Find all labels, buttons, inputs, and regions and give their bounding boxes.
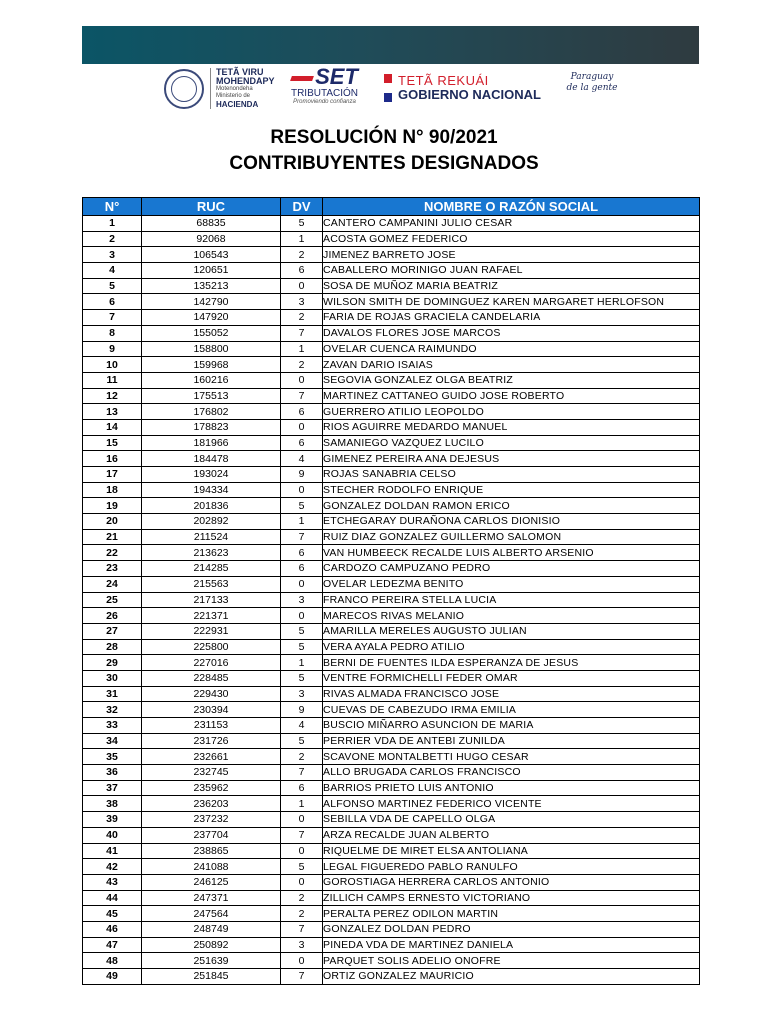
ruc-cell: 176802 [142, 404, 281, 420]
row-number: 21 [83, 529, 142, 545]
mh-line2: MOHENDAPY [216, 76, 275, 86]
row-number: 44 [83, 890, 142, 906]
row-number: 45 [83, 906, 142, 922]
table-row [83, 969, 700, 985]
dv-cell: 7 [281, 765, 323, 781]
row-number: 42 [83, 859, 142, 875]
row-number: 37 [83, 780, 142, 796]
nombre-cell: PERALTA PEREZ ODILON MARTIN [323, 906, 700, 922]
nombre-cell: RUIZ DIAZ GONZALEZ GUILLERMO SALOMON [323, 529, 700, 545]
nombre-cell: PARQUET SOLIS ADELIO ONOFRE [323, 953, 700, 969]
dv-cell: 1 [281, 655, 323, 671]
column-header-nombre: NOMBRE O RAZÓN SOCIAL [323, 198, 700, 216]
dv-cell: 5 [281, 670, 323, 686]
nombre-cell: JIMENEZ BARRETO JOSE [323, 247, 700, 263]
column-header-dv: DV [281, 198, 323, 216]
nombre-cell: VENTRE FORMICHELLI FEDER OMAR [323, 670, 700, 686]
nombre-cell: LEGAL FIGUEREDO PABLO RANULFO [323, 859, 700, 875]
row-number: 48 [83, 953, 142, 969]
row-number: 3 [83, 247, 142, 263]
dv-cell: 5 [281, 733, 323, 749]
nombre-cell: ARZA RECALDE JUAN ALBERTO [323, 827, 700, 843]
nombre-cell: VAN HUMBEECK RECALDE LUIS ALBERTO ARSENIO [323, 545, 700, 561]
row-number: 34 [83, 733, 142, 749]
ruc-cell: 68835 [142, 216, 281, 232]
nombre-cell: ACOSTA GOMEZ FEDERICO [323, 231, 700, 247]
set-swoosh-icon [290, 76, 314, 81]
table-row [83, 372, 700, 388]
dv-cell: 2 [281, 749, 323, 765]
table-row [83, 765, 700, 781]
set-subtitle: TRIBUTACIÓN [290, 88, 359, 99]
set-tributacion-logo [282, 66, 367, 106]
dv-cell: 6 [281, 545, 323, 561]
set-mark-text: SET [315, 64, 358, 89]
dv-cell: 2 [281, 310, 323, 326]
ruc-cell: 228485 [142, 670, 281, 686]
mh-line3: Motenondeha [216, 86, 253, 92]
ruc-cell: 201836 [142, 498, 281, 514]
row-number: 20 [83, 514, 142, 530]
gobierno-line1: TETÃ REKUÁI [398, 73, 489, 88]
dv-cell: 5 [281, 623, 323, 639]
table-row [83, 796, 700, 812]
table-row [83, 325, 700, 341]
nombre-cell: FRANCO PEREIRA STELLA LUCIA [323, 592, 700, 608]
nombre-cell: GONZALEZ DOLDAN PEDRO [323, 921, 700, 937]
table-row [83, 953, 700, 969]
table-row [83, 263, 700, 279]
row-number: 39 [83, 812, 142, 828]
ministerio-hacienda-logo [164, 68, 275, 109]
row-number: 15 [83, 435, 142, 451]
dv-cell: 6 [281, 263, 323, 279]
gobierno-line2: GOBIERNO NACIONAL [398, 87, 541, 102]
row-number: 11 [83, 372, 142, 388]
nombre-cell: CARDOZO CAMPUZANO PEDRO [323, 561, 700, 577]
table-row [83, 921, 700, 937]
nombre-cell: SEBILLA VDA DE CAPELLO OLGA [323, 812, 700, 828]
ruc-cell: 181966 [142, 435, 281, 451]
dv-cell: 5 [281, 498, 323, 514]
table-row [83, 467, 700, 483]
dv-cell: 7 [281, 921, 323, 937]
table-row [83, 357, 700, 373]
ruc-cell: 241088 [142, 859, 281, 875]
nombre-cell: ZILLICH CAMPS ERNESTO VICTORIANO [323, 890, 700, 906]
row-number: 19 [83, 498, 142, 514]
table-row [83, 561, 700, 577]
nombre-cell: SOSA DE MUÑOZ MARIA BEATRIZ [323, 278, 700, 294]
table-row [83, 247, 700, 263]
ruc-cell: 246125 [142, 874, 281, 890]
nombre-cell: CUEVAS DE CABEZUDO IRMA EMILIA [323, 702, 700, 718]
table-row [83, 310, 700, 326]
table-row [83, 733, 700, 749]
dv-cell: 1 [281, 341, 323, 357]
row-number: 27 [83, 623, 142, 639]
nombre-cell: BERNI DE FUENTES ILDA ESPERANZA DE JESUS [323, 655, 700, 671]
nombre-cell: RIQUELME DE MIRET ELSA ANTOLIANA [323, 843, 700, 859]
row-number: 16 [83, 451, 142, 467]
row-number: 40 [83, 827, 142, 843]
table-row [83, 498, 700, 514]
row-number: 23 [83, 561, 142, 577]
table-row [83, 576, 700, 592]
row-number: 2 [83, 231, 142, 247]
table-row [83, 843, 700, 859]
nombre-cell: CANTERO CAMPANINI JULIO CESAR [323, 216, 700, 232]
nombre-cell: RIVAS ALMADA FRANCISCO JOSE [323, 686, 700, 702]
dv-cell: 9 [281, 467, 323, 483]
dv-cell: 4 [281, 718, 323, 734]
row-number: 14 [83, 419, 142, 435]
table-row [83, 545, 700, 561]
ruc-cell: 215563 [142, 576, 281, 592]
nombre-cell: ZAVAN DARIO ISAIAS [323, 357, 700, 373]
row-number: 18 [83, 482, 142, 498]
ruc-cell: 147920 [142, 310, 281, 326]
ruc-cell: 92068 [142, 231, 281, 247]
row-number: 31 [83, 686, 142, 702]
nombre-cell: WILSON SMITH DE DOMINGUEZ KAREN MARGARET HERLOFSON [323, 294, 700, 310]
dv-cell: 0 [281, 372, 323, 388]
row-number: 49 [83, 969, 142, 985]
nombre-cell: BUSCIO MIÑARRO ASUNCION DE MARIA [323, 718, 700, 734]
dv-cell: 3 [281, 937, 323, 953]
table-row [83, 702, 700, 718]
ruc-cell: 194334 [142, 482, 281, 498]
ruc-cell: 106543 [142, 247, 281, 263]
dv-cell: 1 [281, 231, 323, 247]
nombre-cell: MARECOS RIVAS MELANIO [323, 608, 700, 624]
resolution-title: RESOLUCIÓN N° 90/2021 [270, 127, 498, 148]
dv-cell: 7 [281, 827, 323, 843]
dv-cell: 2 [281, 890, 323, 906]
table-row [83, 419, 700, 435]
table-row [83, 482, 700, 498]
table-row [83, 404, 700, 420]
ruc-cell: 248749 [142, 921, 281, 937]
table-row [83, 749, 700, 765]
nombre-cell: ALLO BRUGADA CARLOS FRANCISCO [323, 765, 700, 781]
ruc-cell: 225800 [142, 639, 281, 655]
nombre-cell: ORTIZ GONZALEZ MAURICIO [323, 969, 700, 985]
nombre-cell: AMARILLA MERELES AUGUSTO JULIAN [323, 623, 700, 639]
dv-cell: 0 [281, 576, 323, 592]
row-number: 41 [83, 843, 142, 859]
table-row [83, 294, 700, 310]
national-seal-icon [164, 69, 204, 109]
set-tagline: Promoviendo confianza [293, 99, 356, 105]
row-number: 10 [83, 357, 142, 373]
table-row [83, 655, 700, 671]
logo-strip [82, 64, 699, 118]
dv-cell: 0 [281, 419, 323, 435]
dv-cell: 5 [281, 639, 323, 655]
resolution-subtitle: CONTRIBUYENTES DESIGNADOS [229, 153, 539, 174]
ruc-cell: 237704 [142, 827, 281, 843]
nombre-cell: GONZALEZ DOLDAN RAMON ERICO [323, 498, 700, 514]
paraguay-line1: Paraguay [570, 72, 614, 82]
dv-cell: 1 [281, 796, 323, 812]
ruc-cell: 250892 [142, 937, 281, 953]
table-row [83, 216, 700, 232]
table-row [83, 859, 700, 875]
row-number: 13 [83, 404, 142, 420]
nombre-cell: ROJAS SANABRIA CELSO [323, 467, 700, 483]
dv-cell: 2 [281, 247, 323, 263]
dv-cell: 0 [281, 278, 323, 294]
nombre-cell: SCAVONE MONTALBETTI HUGO CESAR [323, 749, 700, 765]
table-row [83, 670, 700, 686]
nombre-cell: CABALLERO MORINIGO JUAN RAFAEL [323, 263, 700, 279]
nombre-cell: FARIA DE ROJAS GRACIELA CANDELARIA [323, 310, 700, 326]
nombre-cell: VERA AYALA PEDRO ATILIO [323, 639, 700, 655]
ruc-cell: 175513 [142, 388, 281, 404]
mh-line5: HACIENDA [216, 100, 259, 109]
row-number: 12 [83, 388, 142, 404]
ruc-cell: 142790 [142, 294, 281, 310]
row-number: 29 [83, 655, 142, 671]
column-header-ruc: RUC [142, 198, 281, 216]
nombre-cell: GIMENEZ PEREIRA ANA DEJESUS [323, 451, 700, 467]
ruc-cell: 160216 [142, 372, 281, 388]
ruc-cell: 217133 [142, 592, 281, 608]
row-number: 32 [83, 702, 142, 718]
row-number: 47 [83, 937, 142, 953]
ruc-cell: 247371 [142, 890, 281, 906]
dv-cell: 6 [281, 561, 323, 577]
nombre-cell: ALFONSO MARTINEZ FEDERICO VICENTE [323, 796, 700, 812]
table-row [83, 890, 700, 906]
dv-cell: 5 [281, 216, 323, 232]
dv-cell: 0 [281, 843, 323, 859]
nombre-cell: DAVALOS FLORES JOSE MARCOS [323, 325, 700, 341]
ruc-cell: 231153 [142, 718, 281, 734]
ruc-cell: 235962 [142, 780, 281, 796]
nombre-cell: SEGOVIA GONZALEZ OLGA BEATRIZ [323, 372, 700, 388]
row-number: 5 [83, 278, 142, 294]
dv-cell: 7 [281, 325, 323, 341]
table-row [83, 514, 700, 530]
row-number: 35 [83, 749, 142, 765]
row-number: 43 [83, 874, 142, 890]
dv-cell: 7 [281, 388, 323, 404]
ruc-cell: 247564 [142, 906, 281, 922]
row-number: 17 [83, 467, 142, 483]
dv-cell: 0 [281, 608, 323, 624]
ruc-cell: 155052 [142, 325, 281, 341]
row-number: 7 [83, 310, 142, 326]
dv-cell: 5 [281, 859, 323, 875]
table-row [83, 686, 700, 702]
row-number: 9 [83, 341, 142, 357]
ruc-cell: 251845 [142, 969, 281, 985]
ruc-cell: 232661 [142, 749, 281, 765]
ruc-cell: 135213 [142, 278, 281, 294]
row-number: 22 [83, 545, 142, 561]
row-number: 26 [83, 608, 142, 624]
gobierno-nacional-logo [384, 74, 541, 102]
table-row [83, 812, 700, 828]
ruc-cell: 222931 [142, 623, 281, 639]
table-row [83, 780, 700, 796]
table-row [83, 906, 700, 922]
dv-cell: 2 [281, 357, 323, 373]
table-row [83, 231, 700, 247]
table-row [83, 341, 700, 357]
row-number: 1 [83, 216, 142, 232]
table-row [83, 639, 700, 655]
row-number: 30 [83, 670, 142, 686]
row-number: 46 [83, 921, 142, 937]
table-body [83, 216, 700, 985]
ruc-cell: 213623 [142, 545, 281, 561]
nombre-cell: PINEDA VDA DE MARTINEZ DANIELA [323, 937, 700, 953]
ruc-cell: 236203 [142, 796, 281, 812]
table-row [83, 623, 700, 639]
dv-cell: 3 [281, 592, 323, 608]
dv-cell: 3 [281, 686, 323, 702]
row-number: 38 [83, 796, 142, 812]
row-number: 8 [83, 325, 142, 341]
nombre-cell: RIOS AGUIRRE MEDARDO MANUEL [323, 419, 700, 435]
nombre-cell: MARTINEZ CATTANEO GUIDO JOSE ROBERTO [323, 388, 700, 404]
paraguay-de-la-gente-logo [562, 72, 622, 94]
dv-cell: 6 [281, 780, 323, 796]
nombre-cell: PERRIER VDA DE ANTEBI ZUNILDA [323, 733, 700, 749]
ruc-cell: 251639 [142, 953, 281, 969]
ruc-cell: 178823 [142, 419, 281, 435]
ruc-cell: 221371 [142, 608, 281, 624]
flag-icon [384, 74, 392, 102]
table-row [83, 718, 700, 734]
nombre-cell: OVELAR LEDEZMA BENITO [323, 576, 700, 592]
mh-line4: Ministerio de [216, 93, 251, 99]
ruc-cell: 227016 [142, 655, 281, 671]
dv-cell: 7 [281, 529, 323, 545]
ruc-cell: 237232 [142, 812, 281, 828]
column-header-n: N° [83, 198, 142, 216]
nombre-cell: ETCHEGARAY DURAÑONA CARLOS DIONISIO [323, 514, 700, 530]
table-row [83, 278, 700, 294]
nombre-cell: OVELAR CUENCA RAIMUNDO [323, 341, 700, 357]
ruc-cell: 193024 [142, 467, 281, 483]
row-number: 28 [83, 639, 142, 655]
dv-cell: 0 [281, 874, 323, 890]
row-number: 4 [83, 263, 142, 279]
ruc-cell: 211524 [142, 529, 281, 545]
dv-cell: 6 [281, 404, 323, 420]
table-row [83, 592, 700, 608]
paraguay-line2: de la gente [566, 83, 618, 93]
dv-cell: 0 [281, 812, 323, 828]
contribuyentes-table [82, 197, 700, 985]
ruc-cell: 232745 [142, 765, 281, 781]
row-number: 33 [83, 718, 142, 734]
ruc-cell: 214285 [142, 561, 281, 577]
dv-cell: 9 [281, 702, 323, 718]
row-number: 6 [83, 294, 142, 310]
table-row [83, 388, 700, 404]
ruc-cell: 184478 [142, 451, 281, 467]
dv-cell: 4 [281, 451, 323, 467]
ruc-cell: 230394 [142, 702, 281, 718]
header-banner [82, 26, 699, 64]
nombre-cell: STECHER RODOLFO ENRIQUE [323, 482, 700, 498]
dv-cell: 3 [281, 294, 323, 310]
mh-line1: TETÃ VIRU [216, 67, 264, 77]
table-row [83, 937, 700, 953]
nombre-cell: GOROSTIAGA HERRERA CARLOS ANTONIO [323, 874, 700, 890]
ruc-cell: 202892 [142, 514, 281, 530]
table-row [83, 529, 700, 545]
ruc-cell: 159968 [142, 357, 281, 373]
row-number: 25 [83, 592, 142, 608]
dv-cell: 2 [281, 906, 323, 922]
nombre-cell: SAMANIEGO VAZQUEZ LUCILO [323, 435, 700, 451]
table-row [83, 451, 700, 467]
table-row [83, 874, 700, 890]
nombre-cell: GUERRERO ATILIO LEOPOLDO [323, 404, 700, 420]
ruc-cell: 120651 [142, 263, 281, 279]
table-row [83, 435, 700, 451]
row-number: 24 [83, 576, 142, 592]
row-number: 36 [83, 765, 142, 781]
dv-cell: 0 [281, 953, 323, 969]
table-row [83, 608, 700, 624]
ruc-cell: 231726 [142, 733, 281, 749]
ruc-cell: 238865 [142, 843, 281, 859]
dv-cell: 6 [281, 435, 323, 451]
ruc-cell: 229430 [142, 686, 281, 702]
ruc-cell: 158800 [142, 341, 281, 357]
nombre-cell: BARRIOS PRIETO LUIS ANTONIO [323, 780, 700, 796]
dv-cell: 7 [281, 969, 323, 985]
table-row [83, 827, 700, 843]
dv-cell: 0 [281, 482, 323, 498]
dv-cell: 1 [281, 514, 323, 530]
table-header-row [83, 198, 700, 216]
